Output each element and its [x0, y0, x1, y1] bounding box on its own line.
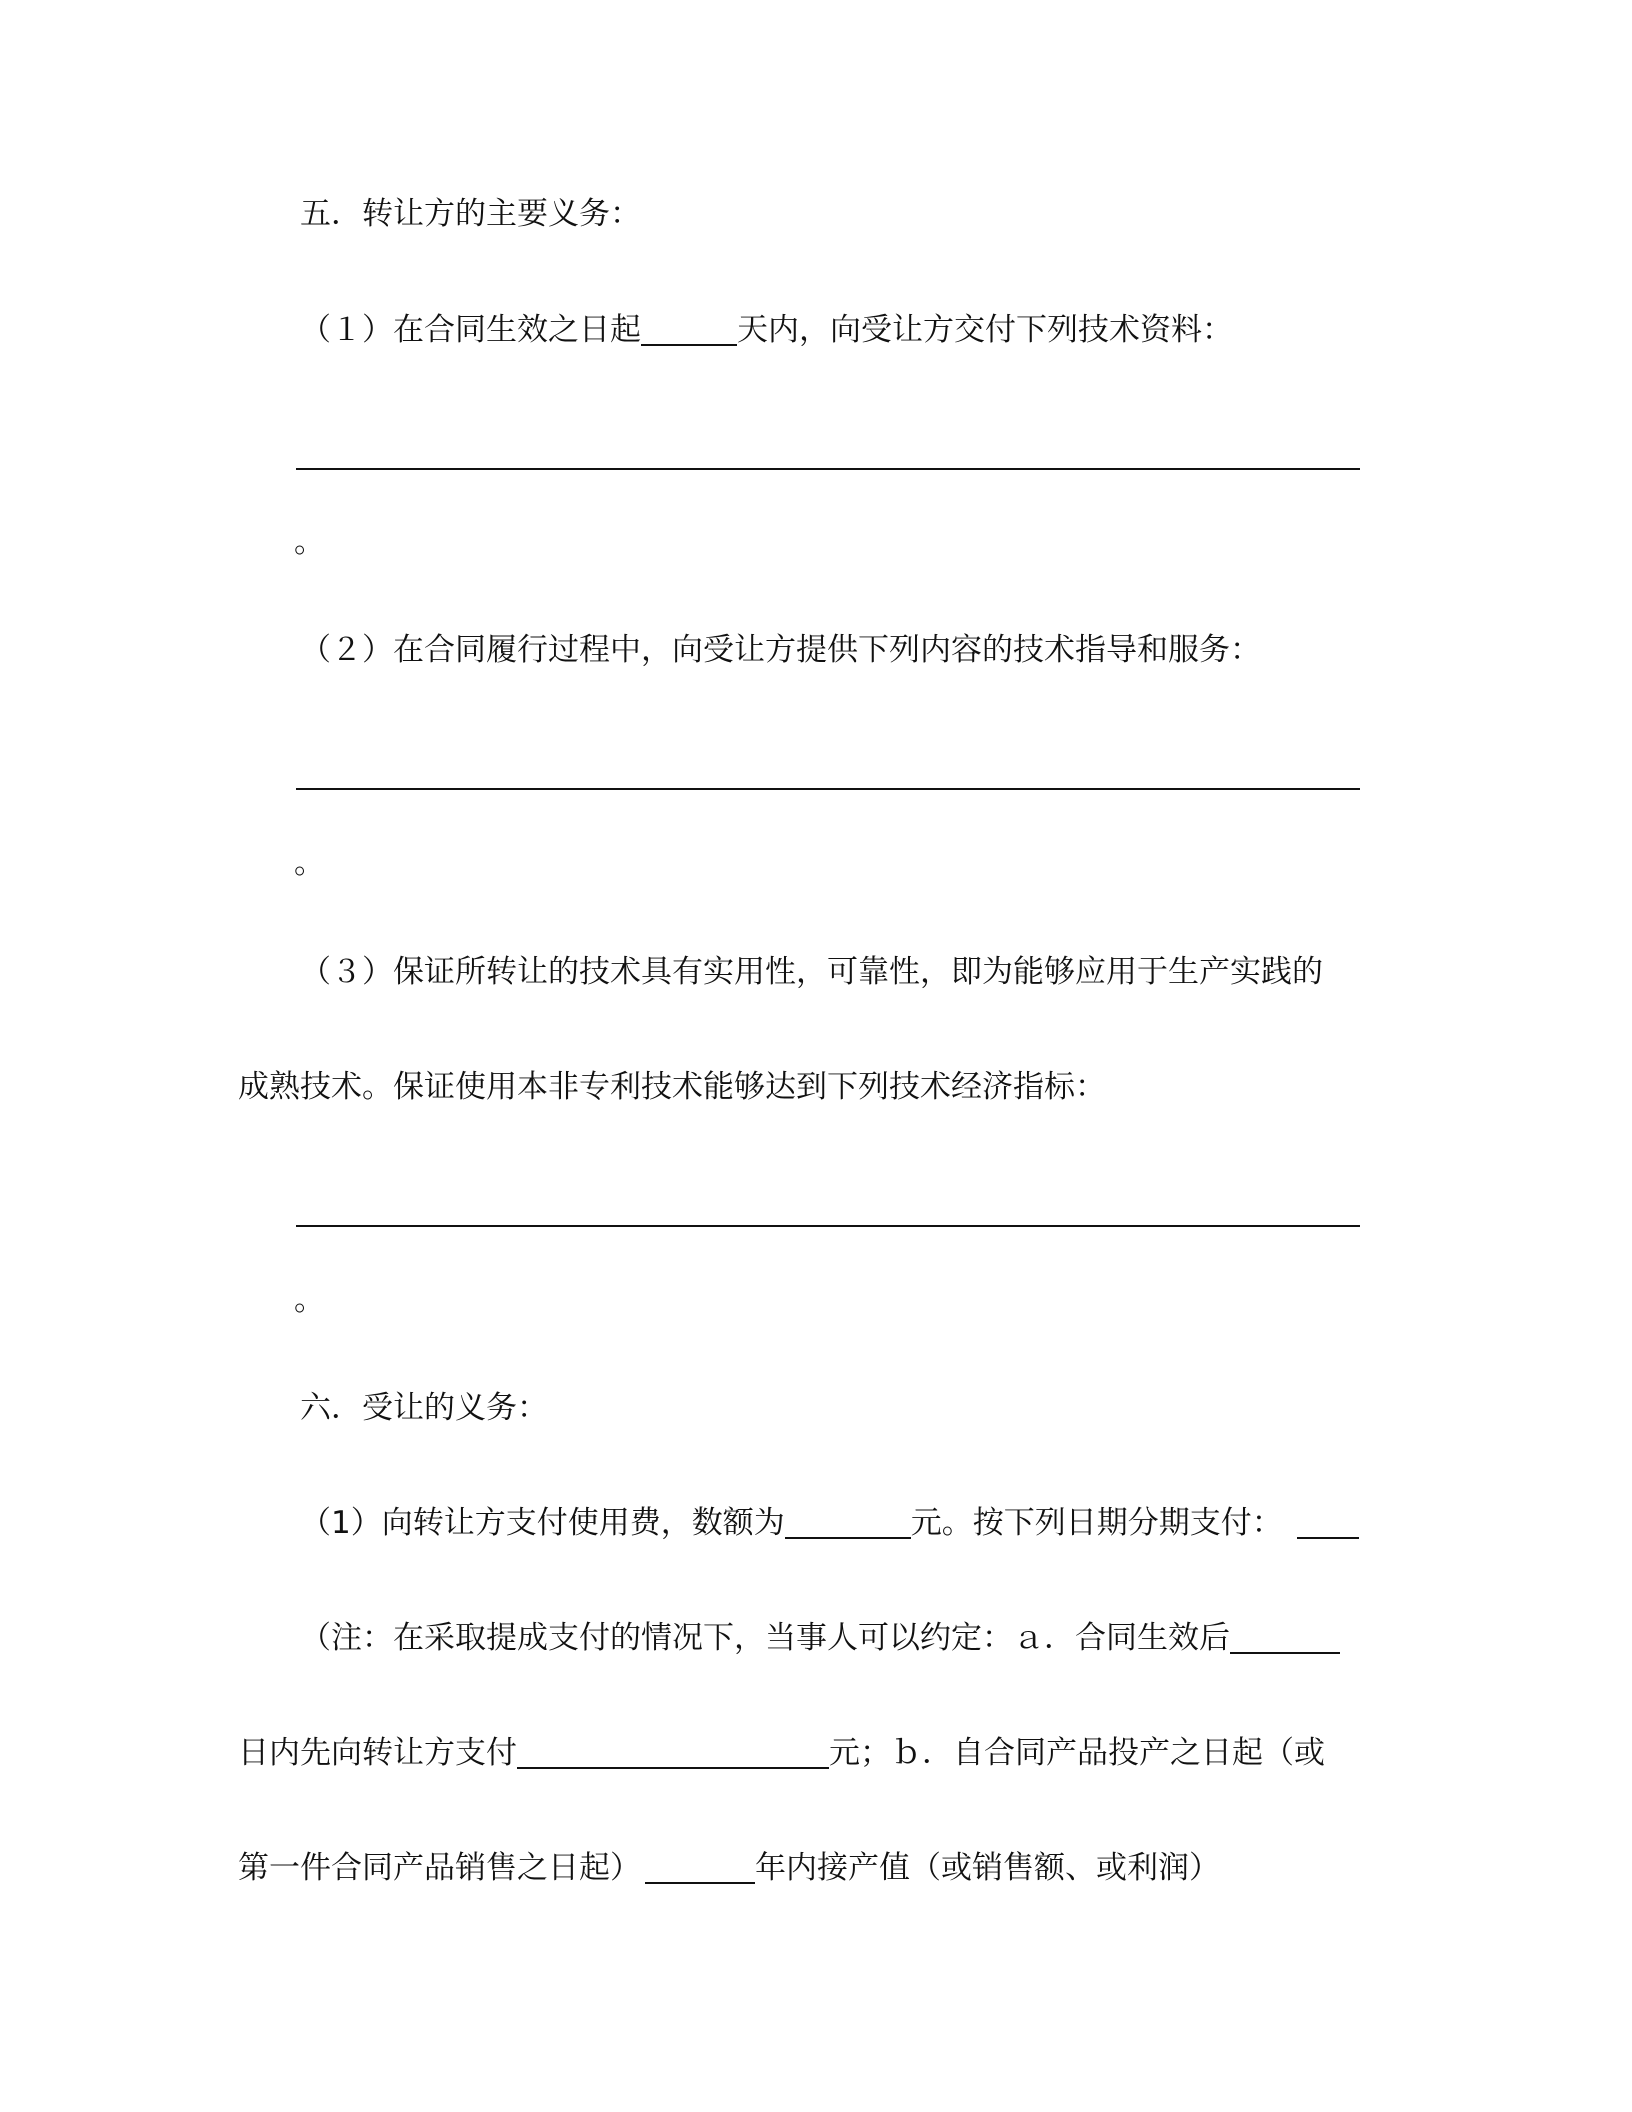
- prepay-amount-blank[interactable]: [517, 1737, 829, 1769]
- years-blank[interactable]: [645, 1852, 755, 1884]
- fee-amount-blank[interactable]: [785, 1507, 911, 1539]
- end-mark-1: 。: [294, 524, 325, 560]
- section5-item1: [300, 310, 1233, 350]
- schedule-blank[interactable]: [1297, 1507, 1359, 1539]
- days-after-effective-blank[interactable]: [1230, 1622, 1340, 1654]
- fill-line-2[interactable]: [296, 788, 1360, 790]
- note-line3-before: 第一件合同产品销售之日起）: [238, 1850, 641, 1886]
- note-line2-after: 元；ｂ．自合同产品投产之日起（或: [829, 1735, 1325, 1771]
- section5-item1-before: （１）在合同生效之日起: [300, 312, 641, 348]
- section6-item1-before: （1）向转让方支付使用费，数额为: [300, 1505, 785, 1541]
- note-line3-after: 年内接产值（或销售额、或利润）: [755, 1850, 1220, 1886]
- fill-line-1[interactable]: [296, 468, 1360, 470]
- note-line2-before: 日内先向转让方支付: [238, 1735, 517, 1771]
- section5-item3-line1: （３）保证所转让的技术具有实用性，可靠性，即为能够应用于生产实践的: [300, 954, 1323, 990]
- section5-item3-line2: 成熟技术。保证使用本非专利技术能够达到下列技术经济指标：: [238, 1069, 1106, 1105]
- section5-item1-after: 天内，向受让方交付下列技术资料：: [737, 312, 1233, 348]
- days-blank[interactable]: [641, 314, 737, 346]
- end-mark-2: 。: [294, 845, 325, 881]
- section5-heading: 五．转让方的主要义务：: [300, 196, 641, 232]
- section6-note-line3: [238, 1848, 1220, 1888]
- end-mark-3: 。: [294, 1282, 325, 1318]
- section5-item2: （２）在合同履行过程中，向受让方提供下列内容的技术指导和服务：: [300, 632, 1261, 668]
- note-line1-text: （注：在采取提成支付的情况下，当事人可以约定：ａ．合同生效后: [300, 1620, 1230, 1656]
- section6-item1: [300, 1503, 1359, 1543]
- section6-note-line1: [300, 1618, 1340, 1658]
- section6-heading: 六．受让的义务：: [300, 1390, 548, 1426]
- section6-note-line2: [238, 1733, 1325, 1773]
- section6-item1-middle: 元。按下列日期分期支付：: [910, 1505, 1283, 1541]
- fill-line-3[interactable]: [296, 1225, 1360, 1227]
